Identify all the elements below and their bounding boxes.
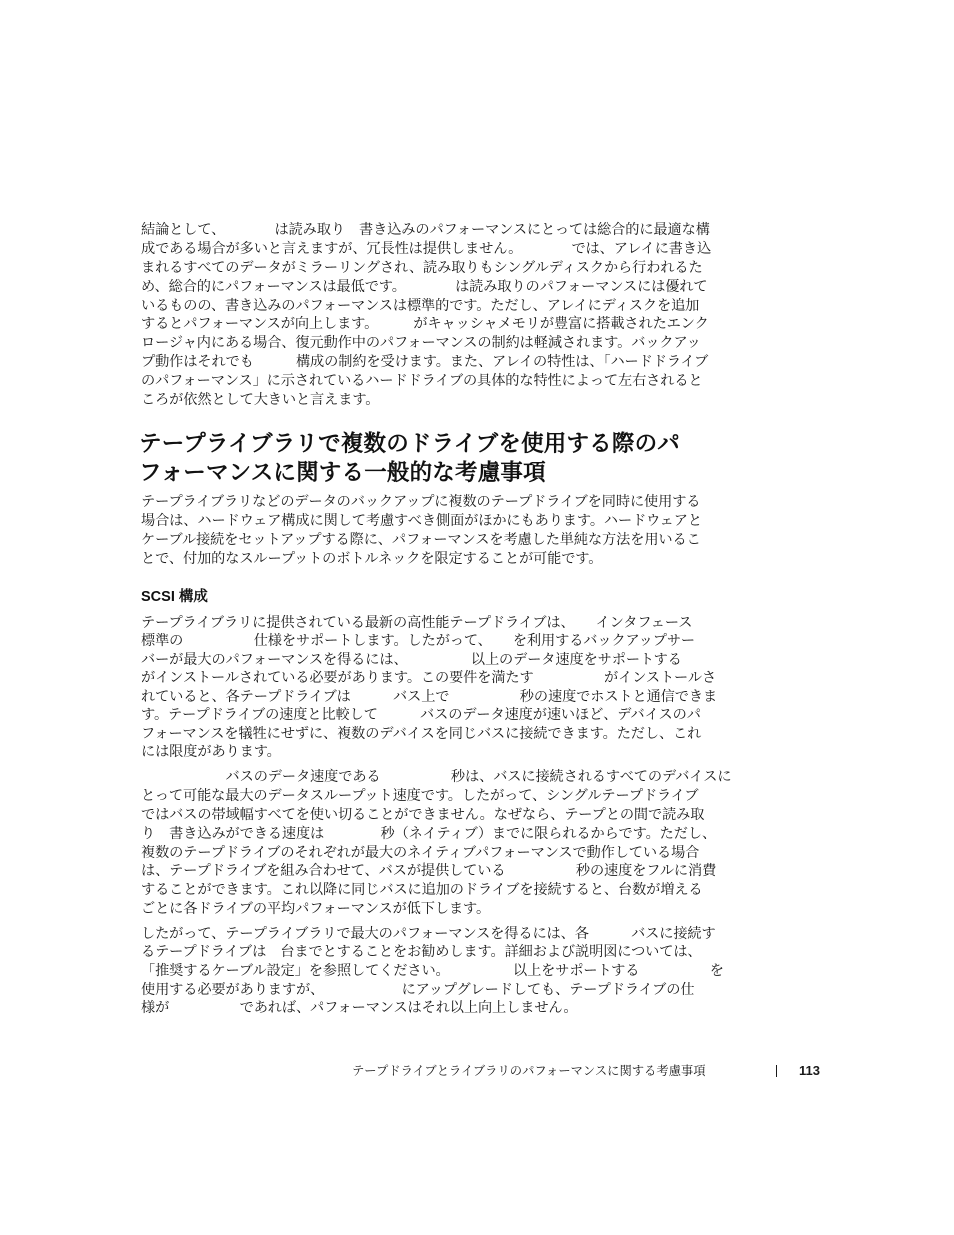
text-line: とで、付加的なスループットのボトルネックを限定することが可能です。 <box>141 551 603 567</box>
text-line: いるものの、書き込みのパフォーマンスは標準的です。ただし、アレイにディスクを追加 <box>141 298 700 314</box>
text-line: ロージャ内にある場合、復元動作中のパフォーマンスの制約は軽減されます。バックアッ <box>141 335 701 351</box>
footer-divider <box>776 1065 777 1077</box>
text-line: ころが依然として大きいと言えます。 <box>141 392 380 408</box>
text-line: 様が であれば、パフォーマンスはそれ以上向上しません。 <box>141 1000 578 1016</box>
text-line: す。テープドライブの速度と比較して バスのデータ速度が速いほど、デバイスのパ <box>141 707 701 723</box>
subheading-scsi-config: SCSI 構成 <box>141 589 208 605</box>
text-line: め、総合的にパフォーマンスは最低です。 は読み取りのパフォーマンスには優れて <box>141 279 708 295</box>
text-line: まれるすべてのデータがミラーリングされ、読み取りもシングルディスクから行われるた <box>141 260 703 276</box>
text-line: り 書き込みができる速度は 秒（ネイティブ）までに限られるからです。ただし、 <box>141 826 717 842</box>
text-line: のパフォーマンス」に示されているハードドライブの具体的な特性によって左右されると <box>141 373 703 389</box>
text-line: がインストールされている必要があります。この要件を満たす がインストールさ <box>141 670 717 686</box>
text-line: ごとに各ドライブの平均パフォーマンスが低下します。 <box>141 901 491 917</box>
text-line: することができます。これ以降に同じバスに追加のドライブを接続すると、台数が増える <box>141 882 703 898</box>
text-line: するとパフォーマンスが向上します。 がキャッシャメモリが豊富に搭載されたエンク <box>141 316 709 332</box>
text-line: とって可能な最大のデータスループット速度です。したがって、シングルテープドライブ <box>141 788 699 804</box>
text-line: 複数のテープドライブのそれぞれが最大のネイティブパフォーマンスで動作している場合 <box>141 845 700 861</box>
text-line: プ動作はそれでも 構成の制約を受けます。また、アレイの特性は、「ハードドライブ <box>141 354 709 370</box>
text-line: れていると、各テープドライブは バス上で 秒の速度でホストと通信できま <box>141 689 718 705</box>
text-line: は、テープドライブを組み合わせて、バスが提供している 秒の速度をフルに消費 <box>141 863 717 879</box>
text-line: ではバスの帯域幅すべてを使い切ることができません。なぜなら、テープとの間で読み取 <box>141 807 705 823</box>
text-line: るテープドライブは 台までとすることをお勧めします。詳細および説明図については、 <box>141 944 702 960</box>
text-line: 「推奨するケーブル設定」を参照してください。 以上をサポートする を <box>141 963 724 979</box>
text-line: バスのデータ速度である 秒は、バスに接続されるすべてのデバイスに <box>141 769 732 785</box>
text-line: 結論として、 は読み取り 書き込みのパフォーマンスにとっては総合的に最適な構 <box>141 222 710 238</box>
text-line: フォーマンスを犠牲にせずに、複数のデバイスを同じバスに接続できます。ただし、これ <box>141 726 702 742</box>
text-line: 使用する必要がありますが、 にアップグレードしても、テープドライブの仕 <box>141 982 695 998</box>
footer-title: テープドライブとライブラリのパフォーマンスに関する考慮事項 <box>352 1064 706 1078</box>
text-line: 標準の 仕様をサポートします。したがって、 を利用するバックアップサー <box>141 633 695 649</box>
text-line: 成である場合が多いと言えますが、冗長性は提供しません。 では、アレイに書き込 <box>141 241 712 257</box>
page-footer <box>352 1061 822 1081</box>
page-number: 113 <box>799 1063 820 1078</box>
text-line: テープライブラリなどのデータのバックアップに複数のテープドライブを同時に使用する <box>141 494 701 510</box>
heading-line: テープライブラリで複数のドライブを使用する際のパ <box>139 431 680 457</box>
text-line: したがって、テープライブラリで最大のパフォーマンスを得るには、各 バスに接続す <box>141 926 716 942</box>
heading-line: フォーマンスに関する一般的な考慮事項 <box>139 460 546 486</box>
text-line: には限度があります。 <box>141 744 281 760</box>
text-line: ケーブル接続をセットアップする際に、パフォーマンスを考慮した単純な方法を用いるこ <box>141 532 701 548</box>
text-line: テープライブラリに提供されている最新の高性能テープドライブは、 インタフェース <box>141 615 693 631</box>
text-line: 場合は、ハードウェア構成に関して考慮すべき側面がほかにもあります。ハードウェアと <box>141 513 702 529</box>
text-line: バーが最大のパフォーマンスを得るには、 以上のデータ速度をサポートする <box>141 652 682 668</box>
